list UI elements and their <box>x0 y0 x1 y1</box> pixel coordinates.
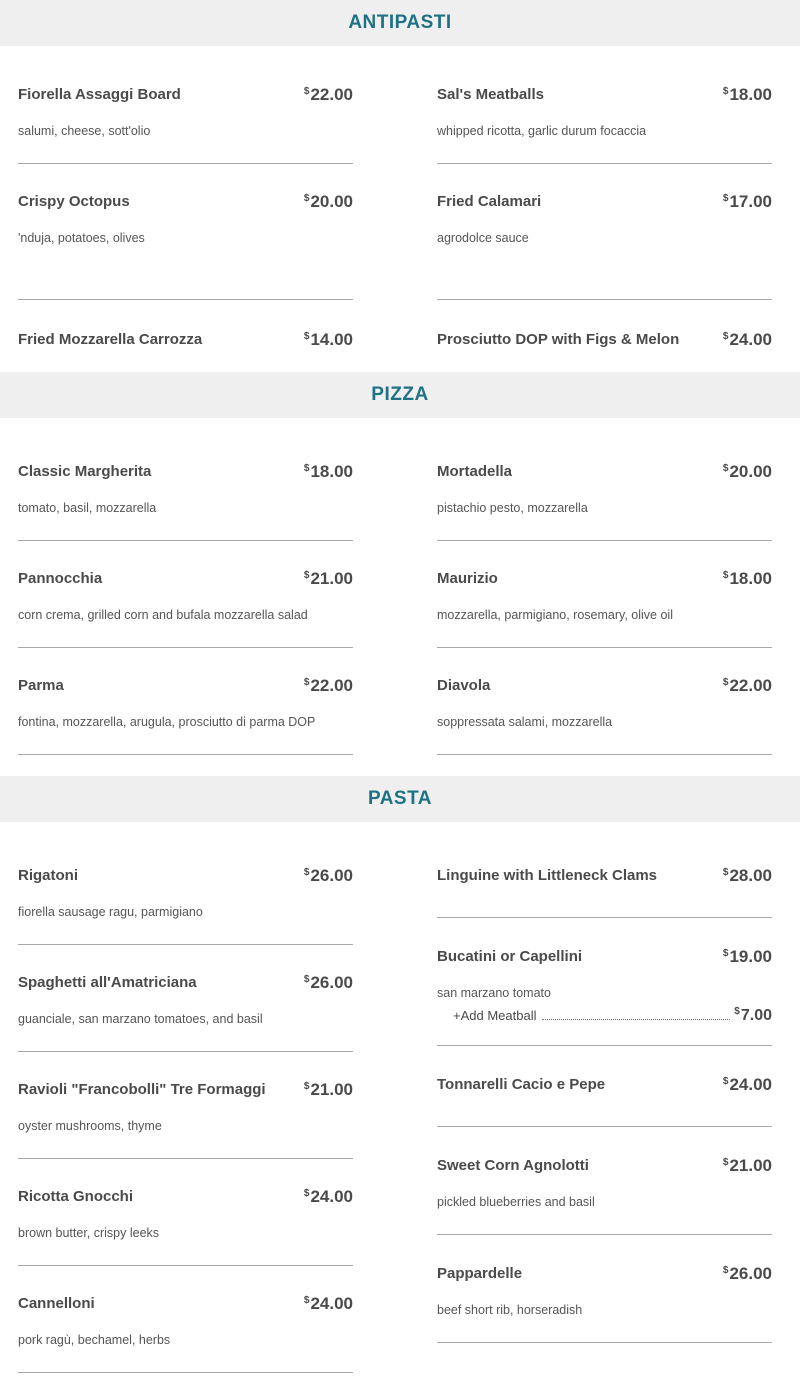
item-price: $28.00 <box>722 866 772 885</box>
item-name: Rigatoni <box>18 867 78 884</box>
menu-item <box>437 86 772 164</box>
menu-item <box>18 1188 353 1266</box>
item-price: $21.00 <box>303 1080 353 1099</box>
menu-item <box>437 1265 772 1343</box>
item-name: Ravioli "Francobolli" Tre Formaggi <box>18 1081 266 1098</box>
item-name: Sal's Meatballs <box>437 86 544 103</box>
pizza-right-column <box>437 463 772 755</box>
item-price: $24.00 <box>722 330 772 349</box>
item-description: pork ragù, bechamel, herbs <box>18 1333 171 1347</box>
item-name: Parma <box>18 677 64 694</box>
item-description: guanciale, san marzano tomatoes, and basil <box>18 1012 263 1026</box>
item-name: Tonnarelli Cacio e Pepe <box>437 1076 606 1093</box>
item-description: 'nduja, potatoes, olives <box>18 231 145 245</box>
item-name: Prosciutto DOP with Figs & Melon <box>437 331 680 348</box>
item-price: $18.00 <box>303 462 353 481</box>
antipasti-right-column <box>437 86 772 412</box>
antipasti-left-column <box>18 86 353 412</box>
item-name: Diavola <box>437 677 491 694</box>
item-name: Pappardelle <box>437 1265 523 1282</box>
menu-item <box>18 463 353 541</box>
item-name: Crispy Octopus <box>18 193 130 210</box>
item-description: soppressata salami, mozzarella <box>437 715 613 729</box>
section-title: PASTA <box>367 788 433 809</box>
item-price: $26.00 <box>722 1264 772 1283</box>
pizza-left-column <box>18 463 353 755</box>
menu-item <box>437 463 772 541</box>
menu-item <box>18 193 353 300</box>
item-description: brown butter, crispy leeks <box>18 1226 160 1240</box>
item-name: Classic Margherita <box>18 463 152 480</box>
menu-item <box>437 1076 772 1127</box>
item-name: Bucatini or Capellini <box>437 948 583 965</box>
menu-item <box>437 948 772 1046</box>
menu-item <box>18 86 353 164</box>
item-price: $14.00 <box>303 330 353 349</box>
section-title: ANTIPASTI <box>348 12 452 33</box>
menu-item <box>437 193 772 300</box>
section-header-pizza <box>0 372 800 418</box>
item-name: Spaghetti all'Amatriciana <box>18 974 197 991</box>
item-name: Fiorella Assaggi Board <box>18 86 181 103</box>
item-description: whipped ricotta, garlic durum focaccia <box>437 124 647 138</box>
menu-item <box>18 974 353 1052</box>
pasta-right-column <box>437 867 772 1343</box>
section-header-antipasti <box>0 0 800 46</box>
add-meatball-option <box>453 1006 772 1025</box>
item-description: tomato, basil, mozzarella <box>18 501 157 515</box>
menu-item <box>437 570 772 648</box>
item-name: Fried Calamari <box>437 193 542 210</box>
menu-item <box>437 867 772 918</box>
item-price: $26.00 <box>303 866 353 885</box>
addon-price: $7.00 <box>734 1006 772 1024</box>
item-price: $26.00 <box>303 973 353 992</box>
pasta-left-column <box>18 867 353 1373</box>
item-price: $22.00 <box>303 85 353 104</box>
item-price: $17.00 <box>722 192 772 211</box>
item-price: $22.00 <box>722 676 772 695</box>
section-title: PIZZA <box>371 384 429 405</box>
menu-item <box>18 1081 353 1159</box>
item-price: $19.00 <box>722 947 772 966</box>
item-description: san marzano tomato <box>437 986 551 1000</box>
item-description: mozzarella, parmigiano, rosemary, olive oil <box>437 608 673 622</box>
item-description: oyster mushrooms, thyme <box>18 1119 162 1133</box>
item-name: Maurizio <box>437 570 498 587</box>
item-price: $20.00 <box>722 462 772 481</box>
item-description: fiorella sausage ragu, parmigiano <box>18 905 203 919</box>
dotted-leader <box>542 1018 730 1020</box>
item-description: corn crema, grilled corn and bufala mozzarella salad <box>18 608 308 622</box>
menu-item <box>437 677 772 755</box>
item-price: $21.00 <box>303 569 353 588</box>
item-price: $18.00 <box>722 569 772 588</box>
item-description: pickled blueberries and basil <box>437 1195 595 1209</box>
section-header-pasta <box>0 776 800 822</box>
menu-item <box>18 677 353 755</box>
item-name: Cannelloni <box>18 1295 95 1312</box>
item-description: pistachio pesto, mozzarella <box>437 501 588 515</box>
menu-item <box>18 867 353 945</box>
menu-item <box>18 570 353 648</box>
item-name: Mortadella <box>437 463 513 480</box>
menu-item <box>437 1157 772 1235</box>
item-description: agrodolce sauce <box>437 231 529 245</box>
item-description: fontina, mozzarella, arugula, prosciutto di parma DOP <box>18 715 316 729</box>
item-name: Linguine with Littleneck Clams <box>437 867 658 884</box>
item-description: salumi, cheese, sott'olio <box>18 124 151 138</box>
item-name: Sweet Corn Agnolotti <box>437 1157 589 1174</box>
item-price: $24.00 <box>303 1187 353 1206</box>
menu-item <box>18 1295 353 1373</box>
item-name: Fried Mozzarella Carrozza <box>18 331 203 348</box>
item-price: $18.00 <box>722 85 772 104</box>
addon-label: +Add Meatball <box>453 1008 537 1023</box>
item-price: $22.00 <box>303 676 353 695</box>
item-price: $20.00 <box>303 192 353 211</box>
item-description: beef short rib, horseradish <box>437 1303 583 1317</box>
item-price: $21.00 <box>722 1156 772 1175</box>
item-price: $24.00 <box>722 1075 772 1094</box>
item-name: Ricotta Gnocchi <box>18 1188 134 1205</box>
item-price: $24.00 <box>303 1294 353 1313</box>
item-name: Pannocchia <box>18 570 103 587</box>
